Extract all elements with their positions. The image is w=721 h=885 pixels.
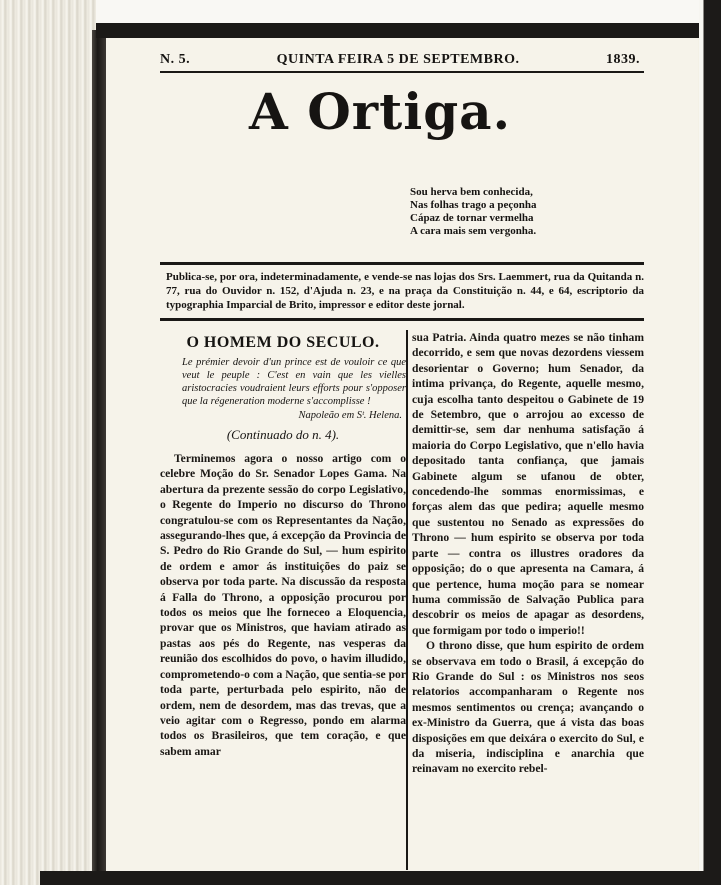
article-body-col1: Terminemos agora o nosso artigo com o celebre Moção do Sr. Senador Lopes Gama. Na abertura da prezente sessão do corpo Legislativo, o Regente do Imperio no discurso do Throno congratulou-se com os Representantes da Nação, assegurando-lhes que, á excepção da Provincia de S. Pedro do Rio Grande do Sul, — hum espirito de ordem e amor ás instituições do paiz se observa por toda parte. Na discussão da resposta á Falla do Throno, a opposição procurou por todos os meios que lhe forneceo a Eloquencia, provar que os Ministros, que haviam atirado as pastas aos pés do Regente, nas vesperas da reunião dos escolhidos do povo, o havim illudido, comprometendo-o com a Nação, que sentia-se por toda parte, perturbada pelo espirito, não de ordem, nem de desordem, mas das trevas, que a veio agitar com o Regresso, pondo em alarma todos os Brasileiros, que tem coração, e que sabem amar [160,452,406,758]
column-divider [406,330,408,870]
continued-note: (Continuado do n. 4). [226,427,340,442]
article-title: O HOMEM DO SECULO. [186,334,380,351]
notice-rule-bottom [160,318,644,321]
notice-rule-top [160,262,644,265]
scan-border-bottom [40,871,721,885]
epigraph-line: Sou herva bem conhecida, [410,186,533,198]
issue-date: QUINTA FEIRA 5 DE SEPTEMBRO. [276,52,520,67]
header-rule [160,71,644,73]
article-body-col2-para2: O throno disse, que hum espirito de ordem se observava em todo o Brasil, á excepção do Rio Grande do Sul : os Ministros nos seos relatorios accompanharam o Regente nos mesmos sentimentos ou crença; avançando o ex-Ministro da Guerra, que á vista das boas disposições em que deixára o exercito do Sul, e da miseria, indisciplina e anarchia que reinavam no exercito rebel- [412,639,644,776]
article-column-1 [160,330,406,759]
issue-year: 1839. [606,52,640,67]
epigraph-line: Nas folhas trago a peçonha [410,199,537,211]
masthead-title: A Ortiga. [249,82,511,141]
scan-border-top [96,0,721,38]
scan-border-right [699,0,721,885]
page-edge-left [0,0,96,885]
article-epigraph-quote: Le prémier devoir d'un prince est de vouloir ce que veut le peuple : C'est en vain que les vielles aristocracies voudraient leurs efforts pour s'opposer que la régeneration moderne s'accomplisse ! [182,357,406,407]
issue-number: N. 5. [160,52,191,67]
quote-source: Napoleão em Sᵗ. Helena. [298,410,402,421]
epigraph-line: Cápaz de tornar vermelha [410,212,534,224]
issue-header [160,52,640,68]
article-column-2 [412,330,644,777]
article-body-col2: sua Patria. Ainda quatro mezes se não tinham decorrido, e sem que novas dezordens viessem desorientar o Governo; hum Senador, da intima privança, do Regente, aquelle mesmo, cuja escolha tanto despeitou o Gabinete de 19 de Setembro, que o arrojou ao excesso de demittir-se, sem dar nenhuma satisfação á maioria do Corpo Legislativo, que n'ello havia depositado tanta confiança, que jamais Gabinete algum se ufanou de obter, concedendo-lhe sommas enormissimas, e forças alem das que pedira; aquelle mesmo que sustentou no Senado as expressões do Throno — hum espirito se observa por toda parte — contra os illustres oradores da opposição; do o que apresenta na Camara, á que pertence, huma moção para se nomear huma commissão de Salvação Publica para descobrir os meios de apagar as desordens, que formigam por todo o imperio!! [412,331,644,637]
epigraph-line: A cara mais sem vergonha. [410,225,537,237]
epigraph [410,186,610,238]
binding-shadow [92,30,106,875]
publication-notice: Publica-se, por ora, indeterminadamente, e vende-se nas lojas dos Srs. Laemmert, rua da Quitanda n. 77, rua do Ouvidor n. 152, d'Ajuda n. 23, e na praça da Constituição n. 44, e 64, escriptorio da typographia Imparcial de Brito, impressor e editor deste jornal. [166,271,644,311]
